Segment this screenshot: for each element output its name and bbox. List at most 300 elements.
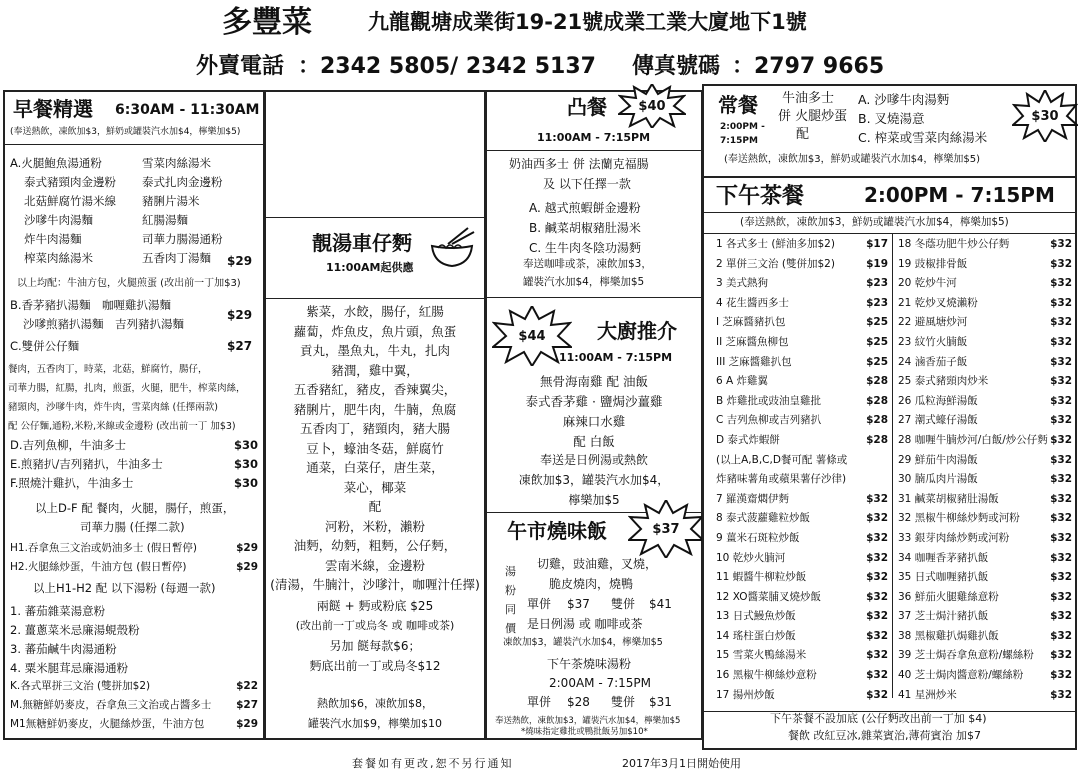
tea-item-price: $28 xyxy=(866,375,888,388)
tea-item xyxy=(898,607,1074,627)
tea-item-price: $25 xyxy=(866,355,888,368)
breakfast-a-row xyxy=(10,173,260,192)
tea-item-price: $32 xyxy=(1050,375,1072,388)
tea-item-price: $17 xyxy=(866,238,888,250)
tea-item-label: D 泰式炸蝦餅 xyxy=(716,433,780,446)
tea-item-price: $32 xyxy=(866,492,888,505)
tea-item-label: 29 鮮茄牛肉湯飯 xyxy=(898,453,978,466)
tea-item-price: $32 xyxy=(1050,512,1072,525)
breakfast-c-line: 餐肉，五香肉丁，時菜，北菇，鮮腐竹，腸仔， xyxy=(8,364,208,375)
tea-item-label: 25 泰式豬頸肉炒米 xyxy=(898,375,989,388)
tea-item xyxy=(716,294,890,314)
set-a-price-burst xyxy=(618,84,686,128)
set-a-title: 凸餐 xyxy=(567,95,607,119)
bbq-line2: 脆皮燒肉，燒鴨 xyxy=(549,577,634,591)
tea-item xyxy=(716,353,890,373)
set-a-option: B. 鹹菜胡椒豬肚湯米 xyxy=(529,221,641,235)
tea-item xyxy=(898,431,1074,451)
tea-item-price: $32 xyxy=(1050,473,1072,486)
breakfast-a-item: 炸牛肉湯麵 xyxy=(24,232,82,246)
tea-item-price: $25 xyxy=(866,335,888,348)
tea-item xyxy=(898,255,1074,275)
tea-item xyxy=(898,451,1074,471)
noodle-item: 豆卜，蠔油冬菇，鮮腐竹 xyxy=(306,440,444,456)
breakfast-d-list xyxy=(10,436,262,493)
tea-item-label: 9 薑米石斑粒炒飯 xyxy=(716,531,800,544)
tea-footer2: 餐飲 改紅豆冰,雜菜賓治,薄荷賓治 加$7 xyxy=(788,729,981,742)
tea-item-price: $32 xyxy=(866,669,888,682)
bbq-price-burst xyxy=(628,500,704,558)
tea-item-price: $32 xyxy=(1050,296,1072,309)
bbq-title: 午市燒味飯 xyxy=(507,519,607,543)
breakfast-h-note: 以上H1-H2 配 以下湯粉 (每週一款) xyxy=(33,581,216,595)
tea-item-label: 22 避風塘炒河 xyxy=(898,316,968,329)
tea-item-price: $32 xyxy=(1050,610,1072,623)
breakfast-a-row xyxy=(10,249,260,268)
breakfast-d-item-label: F.照燒汁雞扒，牛油多士 xyxy=(10,476,134,490)
breakfast-a-price: $29 xyxy=(227,254,253,268)
chef-note2: 凍飲加$3，罐裝汽水加$4， xyxy=(518,473,670,487)
chef-item: 泰式香茅雞 · 鹽焗沙薑雞 xyxy=(525,394,663,409)
tea-footer1: 下午茶餐不設加底 (公仔麪改出前一丁加 $4) xyxy=(770,712,987,725)
tea-item-label: 28 咖喱牛腩炒河/白飯/炒公仔麪 xyxy=(898,433,1048,446)
tea-item-label: 39 芝士焗吞拿魚意粉/螺絲粉 xyxy=(898,649,1034,662)
noodle-extra1: 另加 餸每款$6； xyxy=(329,639,421,653)
regular-option: B. 叉燒湯意 xyxy=(858,111,925,126)
tea-item xyxy=(898,235,1074,255)
tea-item-price: $32 xyxy=(866,512,888,525)
set-a-note1: 奉送咖啡或茶，凍飲加$3， xyxy=(523,258,652,270)
breakfast-c-line: 豬頸肉，沙嗲牛肉，炸牛肉，雪菜肉絲 (任擇兩款) xyxy=(8,402,218,413)
tea-item-label: 40 芝士焗肉醬意粉/螺絲粉 xyxy=(898,669,1024,682)
tea-item-price: $28 xyxy=(866,433,888,446)
tea-item-price: $32 xyxy=(1050,316,1072,329)
tea-item xyxy=(716,549,890,569)
tea-item-label: 36 鮮茄火腿雞絲意粉 xyxy=(898,590,999,603)
noodle-item: 蘿蔔，炸魚皮，魚片頭，魚蛋 xyxy=(293,323,457,339)
tea-item-label: 20 乾炒牛河 xyxy=(898,277,957,290)
noodle-item: 菜心，椰菜 xyxy=(343,479,407,495)
tea-item-label: 14 瑤柱蛋白炒飯 xyxy=(716,629,796,642)
tea-item-price: $32 xyxy=(1050,688,1072,701)
breakfast-note: (奉送熱飲，凍飲加$3，鮮奶或罐裝汽水加$4，檸樂加$5) xyxy=(10,127,241,137)
breakfast-time: 6:30AM - 11:30AM xyxy=(115,102,260,118)
tea-item-price: $32 xyxy=(1050,433,1072,446)
tea-item xyxy=(716,686,890,706)
breakfast-panel xyxy=(3,90,265,740)
footer-right: 2017年3月1日開始使用 xyxy=(622,757,741,770)
tea-item xyxy=(716,588,890,608)
breakfast-d-item xyxy=(10,455,262,474)
tea-item-price: $32 xyxy=(1050,551,1072,564)
noodle-panel xyxy=(264,90,486,740)
tea-item xyxy=(898,313,1074,333)
tea-item xyxy=(716,568,890,588)
bbq-double-price: $41 xyxy=(649,597,672,611)
regular-time1: 2:00PM - xyxy=(720,122,765,132)
fax-value: ：2797 9665 xyxy=(732,54,885,79)
tea-item xyxy=(898,646,1074,666)
tea-item-price: $28 xyxy=(866,394,888,407)
tea-item xyxy=(716,392,890,412)
noodle-item: 油麪，幼麪，粗麪，公仔麪， xyxy=(293,538,457,553)
tea-item xyxy=(716,313,890,333)
chef-list xyxy=(487,372,701,452)
breakfast-soup: 3. 蕃茄鹹牛肉湯通粉 xyxy=(10,642,117,656)
footer-left: 套餐如有更改,恕不另行通知 xyxy=(352,757,514,770)
breakfast-d-item-label: E.煎豬扒/吉列豬扒，牛油多士 xyxy=(10,457,163,471)
tea-item xyxy=(898,353,1074,373)
breakfast-a-item: 豬脷片湯米 xyxy=(142,194,200,208)
bbq-side-char: 湯 xyxy=(505,565,516,578)
breakfast-c-line: 司華力腸，紅腸，扎肉，煎蛋，火腿，肥牛，榨菜肉絲， xyxy=(8,383,246,394)
noodle-item: 豬脷片，肥牛肉，牛腩，魚腐 xyxy=(293,401,457,417)
breakfast-d-item-price: $30 xyxy=(233,457,258,471)
tea-item xyxy=(716,235,890,255)
breakfast-df-line2: 司華力腸 (任擇二款) xyxy=(80,520,185,534)
tea-item-label: 15 雪菜火鴨絲湯米 xyxy=(716,649,807,662)
tea-item-price: $32 xyxy=(866,610,888,623)
tea-item xyxy=(716,470,890,490)
bbq-single-price: $37 xyxy=(567,597,590,611)
breakfast-a-item: 五香肉丁湯麵 xyxy=(142,251,211,265)
tea-item-price: $32 xyxy=(866,649,888,662)
tea-item-label: 11 蝦醬牛柳粒炒飯 xyxy=(716,571,807,584)
noodle-bowl-icon xyxy=(428,226,476,270)
breakfast-c-label: C.雙併公仔麵 xyxy=(10,339,80,353)
tea-time: 2:00PM - 7:15PM xyxy=(864,183,1055,207)
bbq-side-text xyxy=(505,562,519,638)
tea-item-label: 4 花生醬西多士 xyxy=(716,296,790,309)
breakfast-h-item-price: $29 xyxy=(236,561,258,573)
tea-item-price: $32 xyxy=(1050,257,1072,270)
tea-item xyxy=(898,509,1074,529)
shop-name: 多豐菜 xyxy=(222,5,312,40)
tea-item-label: 18 冬蔭功肥牛炒公仔麪 xyxy=(898,238,1010,250)
breakfast-a-item: 沙嗲牛肉湯麵 xyxy=(24,213,93,227)
tea-item xyxy=(898,666,1074,686)
breakfast-b-line2: 沙嗲煎豬扒湯麵 吉列豬扒湯麵 xyxy=(23,317,184,331)
noodle-title: 靚湯車仔麪 xyxy=(312,231,412,255)
noodle-drink2: 罐裝汽水加$9，檸樂加$10 xyxy=(308,717,442,730)
breakfast-b-price: $29 xyxy=(227,308,253,322)
tea-item-price: $32 xyxy=(866,551,888,564)
bbq-tea-double-label: 雙併 xyxy=(611,695,636,709)
tea-item-price: $32 xyxy=(1050,590,1072,603)
noodle-list xyxy=(266,302,484,595)
chef-price: $44 xyxy=(518,328,546,344)
tea-item-price: $32 xyxy=(866,688,888,701)
breakfast-a-item: A.火腿鮑魚湯通粉 xyxy=(10,156,102,170)
tea-item xyxy=(716,646,890,666)
tea-item-label: 8 泰式菠蘿雞粒炒飯 xyxy=(716,512,811,525)
tea-item-price: $32 xyxy=(1050,277,1072,290)
chef-price-burst xyxy=(492,306,572,366)
breakfast-soup: 2. 薑蔥菜米忌廉湯蜆殼粉 xyxy=(10,623,140,637)
tea-item xyxy=(716,372,890,392)
tea-item xyxy=(898,274,1074,294)
breakfast-b-line1: B.香茅豬扒湯麵 咖喱雞扒湯麵 xyxy=(10,298,172,312)
noodle-item: 通菜，白菜仔，唐生菜， xyxy=(306,460,444,475)
bbq-tea-double: $31 xyxy=(649,695,672,709)
noodle-subtitle: 11:00AM起供應 xyxy=(326,261,414,274)
regular-mid2: 併 火腿炒蛋 xyxy=(778,109,848,124)
breakfast-a-row xyxy=(10,154,260,173)
tea-item-price: $25 xyxy=(866,316,888,329)
tea-note: (奉送熱飲，凍飲加$3，鮮奶或罐裝汽水加$4，檸樂加$5) xyxy=(740,216,1009,228)
breakfast-a-item: 司華力腸湯通粉 xyxy=(142,232,223,246)
bbq-side-char: 價 xyxy=(505,622,516,635)
tea-item-price: $32 xyxy=(1050,629,1072,642)
set-a-option: A. 越式煎蝦餅金邊粉 xyxy=(529,201,641,215)
tea-item xyxy=(898,392,1074,412)
tea-item xyxy=(716,431,890,451)
breakfast-d-item xyxy=(10,436,262,455)
breakfast-a-list xyxy=(10,154,260,268)
tea-item-price: $23 xyxy=(866,277,888,290)
set-a-line2: 及 以下任擇一款 xyxy=(543,177,631,191)
tea-item xyxy=(898,490,1074,510)
tea-item-label: 24 滷香茄子飯 xyxy=(898,355,968,368)
tea-item xyxy=(716,333,890,353)
breakfast-h-item-label: H2.火腿絲炒蛋，牛油方包 (假日暫停) xyxy=(10,561,187,573)
breakfast-k-item-label: M.無糖鮮奶麥皮，吞拿魚三文治或占醬多士 xyxy=(10,699,212,711)
set-a-option: C. 生牛肉冬陰功湯麪 xyxy=(529,241,642,255)
tea-item-label: 炸豬味薯角或蘋果薯仔沙律) xyxy=(716,473,847,486)
bbq-tea-single: $28 xyxy=(567,695,590,709)
tea-item-label: 19 豉椒排骨飯 xyxy=(898,257,968,270)
noodle-item: 配 xyxy=(368,499,382,514)
bbq-side-char: 粉 xyxy=(505,584,516,597)
tea-item-label: 12 XO醬菜脯叉燒炒飯 xyxy=(716,590,821,603)
tea-item-price: $32 xyxy=(1050,355,1072,368)
tea-item-label: 13 日式鰻魚炒飯 xyxy=(716,610,796,623)
tea-left-list xyxy=(716,235,890,705)
chef-title: 大廚推介 xyxy=(597,319,677,343)
breakfast-k-item xyxy=(10,677,262,696)
breakfast-h-list xyxy=(10,539,262,577)
breakfast-h-item-price: $29 xyxy=(236,542,258,554)
set-a-price: $40 xyxy=(638,98,666,114)
tea-item-label: C 吉列魚柳或吉列豬扒 xyxy=(716,414,822,427)
tea-item-label: 1 各式多士 (鮮油多加$2) xyxy=(716,238,835,250)
breakfast-d-item-price: $30 xyxy=(233,438,258,452)
regular-mid1: 牛油多士 xyxy=(782,91,835,106)
regular-option: C. 榨菜或雪菜肉絲湯米 xyxy=(858,130,988,145)
tea-item-label: I 芝麻醬豬扒包 xyxy=(716,316,786,329)
chef-item: 配 白飯 xyxy=(573,434,615,449)
tea-item-label: 35 日式咖喱豬扒飯 xyxy=(898,571,989,584)
tea-item xyxy=(716,255,890,275)
phone-label: 外賣電話 xyxy=(196,54,285,79)
tea-item-price: $32 xyxy=(1050,492,1072,505)
tea-item-label: 17 揚州炒飯 xyxy=(716,688,775,701)
breakfast-a-item: 雪菜肉絲湯米 xyxy=(142,156,211,170)
tea-item-label: 41 星洲炒米 xyxy=(898,688,957,701)
noodle-item: 雲南米線，金邊粉 xyxy=(324,557,425,573)
tea-item xyxy=(898,411,1074,431)
tea-item-price: $32 xyxy=(1050,669,1072,682)
chef-item: 無骨海南雞 配 油飯 xyxy=(540,374,648,389)
breakfast-soup-list xyxy=(10,602,262,678)
tea-item-price: $32 xyxy=(1050,238,1072,250)
breakfast-title: 早餐精選 xyxy=(13,97,93,121)
noodle-item: 豬潤，雞中翼， xyxy=(331,362,419,378)
tea-item xyxy=(898,333,1074,353)
breakfast-d-item-price: $30 xyxy=(233,476,258,490)
tea-item-label: 2 單併三文治 (雙併加$2) xyxy=(716,257,835,270)
tea-item xyxy=(716,490,890,510)
tea-item xyxy=(898,294,1074,314)
breakfast-c-lines xyxy=(8,360,264,436)
bbq-single-label: 單併 xyxy=(527,597,552,611)
breakfast-h-item-label: H1.吞拿魚三文治或奶油多士 (假日暫停) xyxy=(10,542,197,554)
tea-item-price: $32 xyxy=(1050,453,1072,466)
tea-item-price: $32 xyxy=(1050,571,1072,584)
tea-item-price: $32 xyxy=(866,571,888,584)
tea-item-label: III 芝麻醬雞扒包 xyxy=(716,355,792,368)
noodle-combo-note: (改出前一丁或烏冬 或 咖啡或茶) xyxy=(295,619,455,632)
breakfast-k-item-price: $27 xyxy=(236,699,258,711)
noodle-item: 五香豬紅，豬皮，香辣翼尖， xyxy=(293,382,457,397)
breakfast-c-line: 配 公仔麵,通粉,米粉,米線或金邊粉 (改出前一丁 加$3) xyxy=(8,421,236,432)
set-a-note2: 罐裝汽水加$4，檸樂加$5 xyxy=(523,276,645,288)
noodle-extra2: 麪底出前一丁或烏冬$12 xyxy=(309,659,441,673)
tea-item-label: 7 羅漢齋燜伊麪 xyxy=(716,492,790,505)
fax-label: 傳真號碼 xyxy=(632,54,721,79)
breakfast-a-item: 榨菜肉絲湯米 xyxy=(24,251,93,265)
breakfast-a-item: 泰式扎肉金邊粉 xyxy=(142,175,223,189)
tea-item xyxy=(898,372,1074,392)
tea-item xyxy=(716,607,890,627)
tea-item-label: 16 黑椒牛柳絲炒意粉 xyxy=(716,669,817,682)
breakfast-d-item-label: D.吉列魚柳，牛油多士 xyxy=(10,438,127,452)
tea-item-label: 6 A 炸雞翼 xyxy=(716,375,769,388)
bbq-price: $37 xyxy=(652,521,680,537)
bbq-line5: 凍飲加$3，罐裝汽水加$4，檸樂加$5 xyxy=(503,637,663,648)
breakfast-a-item: 北菇鮮腐竹湯米線 xyxy=(24,194,116,208)
regular-time2: 7:15PM xyxy=(720,136,758,146)
noodle-item: (清湯，牛腩汁，沙嗲汁，咖喱汁任擇) xyxy=(270,577,480,592)
regular-price: $30 xyxy=(1031,108,1059,124)
chef-note1: 奉送是日例湯或熱飲 xyxy=(539,453,648,467)
tea-item-price: $32 xyxy=(1050,335,1072,348)
tea-item-label: 37 芝士焗汁豬扒飯 xyxy=(898,610,989,623)
breakfast-k-item-label: M1無糖鮮奶麥皮，火腿絲炒蛋，牛油方包 xyxy=(10,718,205,730)
tea-item-price: $32 xyxy=(1050,394,1072,407)
breakfast-k-item-price: $29 xyxy=(236,718,258,730)
bbq-tea-time: 2:00AM - 7:15PM xyxy=(549,676,652,690)
tea-item-label: 33 銀芽肉絲炒麪或河粉 xyxy=(898,531,1010,544)
tea-item-label: 27 潮式蠔仔湯飯 xyxy=(898,414,978,427)
bbq-side-char: 同 xyxy=(505,603,516,616)
tea-item xyxy=(716,451,890,471)
tea-item-price: $32 xyxy=(1050,649,1072,662)
tea-item-label: 10 乾炒火腩河 xyxy=(716,551,786,564)
chef-note3: 檸樂加$5 xyxy=(568,493,620,507)
breakfast-c-price: $27 xyxy=(227,339,253,353)
tea-item-price: $28 xyxy=(866,414,888,427)
set-a-time: 11:00AM - 7:15PM xyxy=(537,131,651,144)
tea-item-price: $32 xyxy=(866,531,888,544)
set-column xyxy=(485,90,703,740)
tea-item-price: $19 xyxy=(866,257,888,270)
tea-item-price: $32 xyxy=(1050,531,1072,544)
regular-note: (奉送熱飲，凍飲加$3，鮮奶或罐裝汽水加$4，檸樂加$5) xyxy=(724,154,980,165)
chef-time: 11:00AM - 7:15PM xyxy=(559,351,673,364)
tea-item-label: 21 乾炒叉燒瀨粉 xyxy=(898,296,978,309)
address: 九龍觀塘成業街19-21號成業工業大廈地下1號 xyxy=(368,10,807,34)
breakfast-k-item xyxy=(10,696,262,715)
tea-item-price: $32 xyxy=(866,629,888,642)
breakfast-soup: 4. 粟米腿茸忌廉湯通粉 xyxy=(10,661,129,675)
regular-option: A. 沙嗲牛肉湯麪 xyxy=(858,92,950,107)
regular-mid3: 配 xyxy=(796,127,810,142)
tea-item-label: 31 鹹菜胡椒豬肚湯飯 xyxy=(898,492,999,505)
tea-item-label: (以上A,B,C,D餐可配 薯條或 xyxy=(716,453,848,466)
breakfast-a-item: 泰式豬頸肉金邊粉 xyxy=(24,175,116,189)
noodle-combo: 兩餸 + 麪或粉底 $25 xyxy=(316,599,434,613)
bbq-double-label: 雙併 xyxy=(611,597,636,611)
noodle-item: 貢丸，墨魚丸，牛丸，扎肉 xyxy=(299,343,450,358)
tea-item xyxy=(716,274,890,294)
tea-item xyxy=(898,568,1074,588)
tea-item-price: $32 xyxy=(866,590,888,603)
tea-item xyxy=(716,666,890,686)
tea-title: 下午茶餐 xyxy=(716,184,805,209)
regular-title: 常餐 xyxy=(718,93,758,117)
tea-right-list xyxy=(898,235,1074,705)
bbq-line1: 切雞，豉油雞，叉燒， xyxy=(537,557,658,571)
bbq-line4: 是日例湯 或 咖啡或茶 xyxy=(527,617,643,631)
breakfast-k-item-label: K.各式單拼三文治 (雙拼加$2) xyxy=(10,680,151,692)
breakfast-soup: 1. 蕃茄雜菜湯意粉 xyxy=(10,604,106,618)
breakfast-a-row xyxy=(10,211,260,230)
noodle-item: 河粉，米粉，瀨粉 xyxy=(324,518,425,534)
tea-panel xyxy=(702,176,1077,750)
tea-item-label: 34 咖喱香茅豬扒飯 xyxy=(898,551,989,564)
bbq-tea-note: 奉送熱飲，凍飲加$3，罐裝汽水加$4，檸樂加$5 xyxy=(495,716,681,726)
breakfast-d-item xyxy=(10,474,262,493)
tea-item-label: 32 黑椒牛柳絲炒麪或河粉 xyxy=(898,512,1020,525)
breakfast-k-item xyxy=(10,715,262,734)
tea-item-price: $23 xyxy=(866,296,888,309)
noodle-item: 紫菜，水餃，腸仔，紅腸 xyxy=(306,304,444,319)
tea-item-label: 3 美式熱狗 xyxy=(716,277,769,290)
tea-item xyxy=(898,627,1074,647)
tea-item xyxy=(898,470,1074,490)
bbq-tea-single-label: 單併 xyxy=(527,695,552,709)
breakfast-a-note: 以上均配：牛油方包，火腿煎蛋 (改出前一丁加$3) xyxy=(17,278,241,289)
tea-item-label: 26 瓜粒海鮮湯飯 xyxy=(898,394,978,407)
breakfast-h-item xyxy=(10,558,262,577)
breakfast-a-row xyxy=(10,192,260,211)
tea-item xyxy=(898,686,1074,706)
breakfast-k-list xyxy=(10,677,262,734)
noodle-drink1: 熱飲加$6，凍飲加$8， xyxy=(317,697,433,710)
set-a-line1: 奶油西多士 併 法蘭克福腸 xyxy=(509,157,649,171)
tea-item xyxy=(716,627,890,647)
tea-item xyxy=(716,509,890,529)
breakfast-a-row xyxy=(10,230,260,249)
tea-item xyxy=(716,529,890,549)
tea-item-label: 23 紋竹火腩飯 xyxy=(898,335,968,348)
tea-item xyxy=(898,588,1074,608)
chef-item: 麻辣口水雞 xyxy=(562,414,626,429)
phone-value: ：2342 5805/ 2342 5137 xyxy=(298,54,596,79)
tea-item-label: 30 腩瓜肉片湯飯 xyxy=(898,473,978,486)
noodle-item: 五香肉丁，豬頸肉，豬大腸 xyxy=(299,421,450,436)
